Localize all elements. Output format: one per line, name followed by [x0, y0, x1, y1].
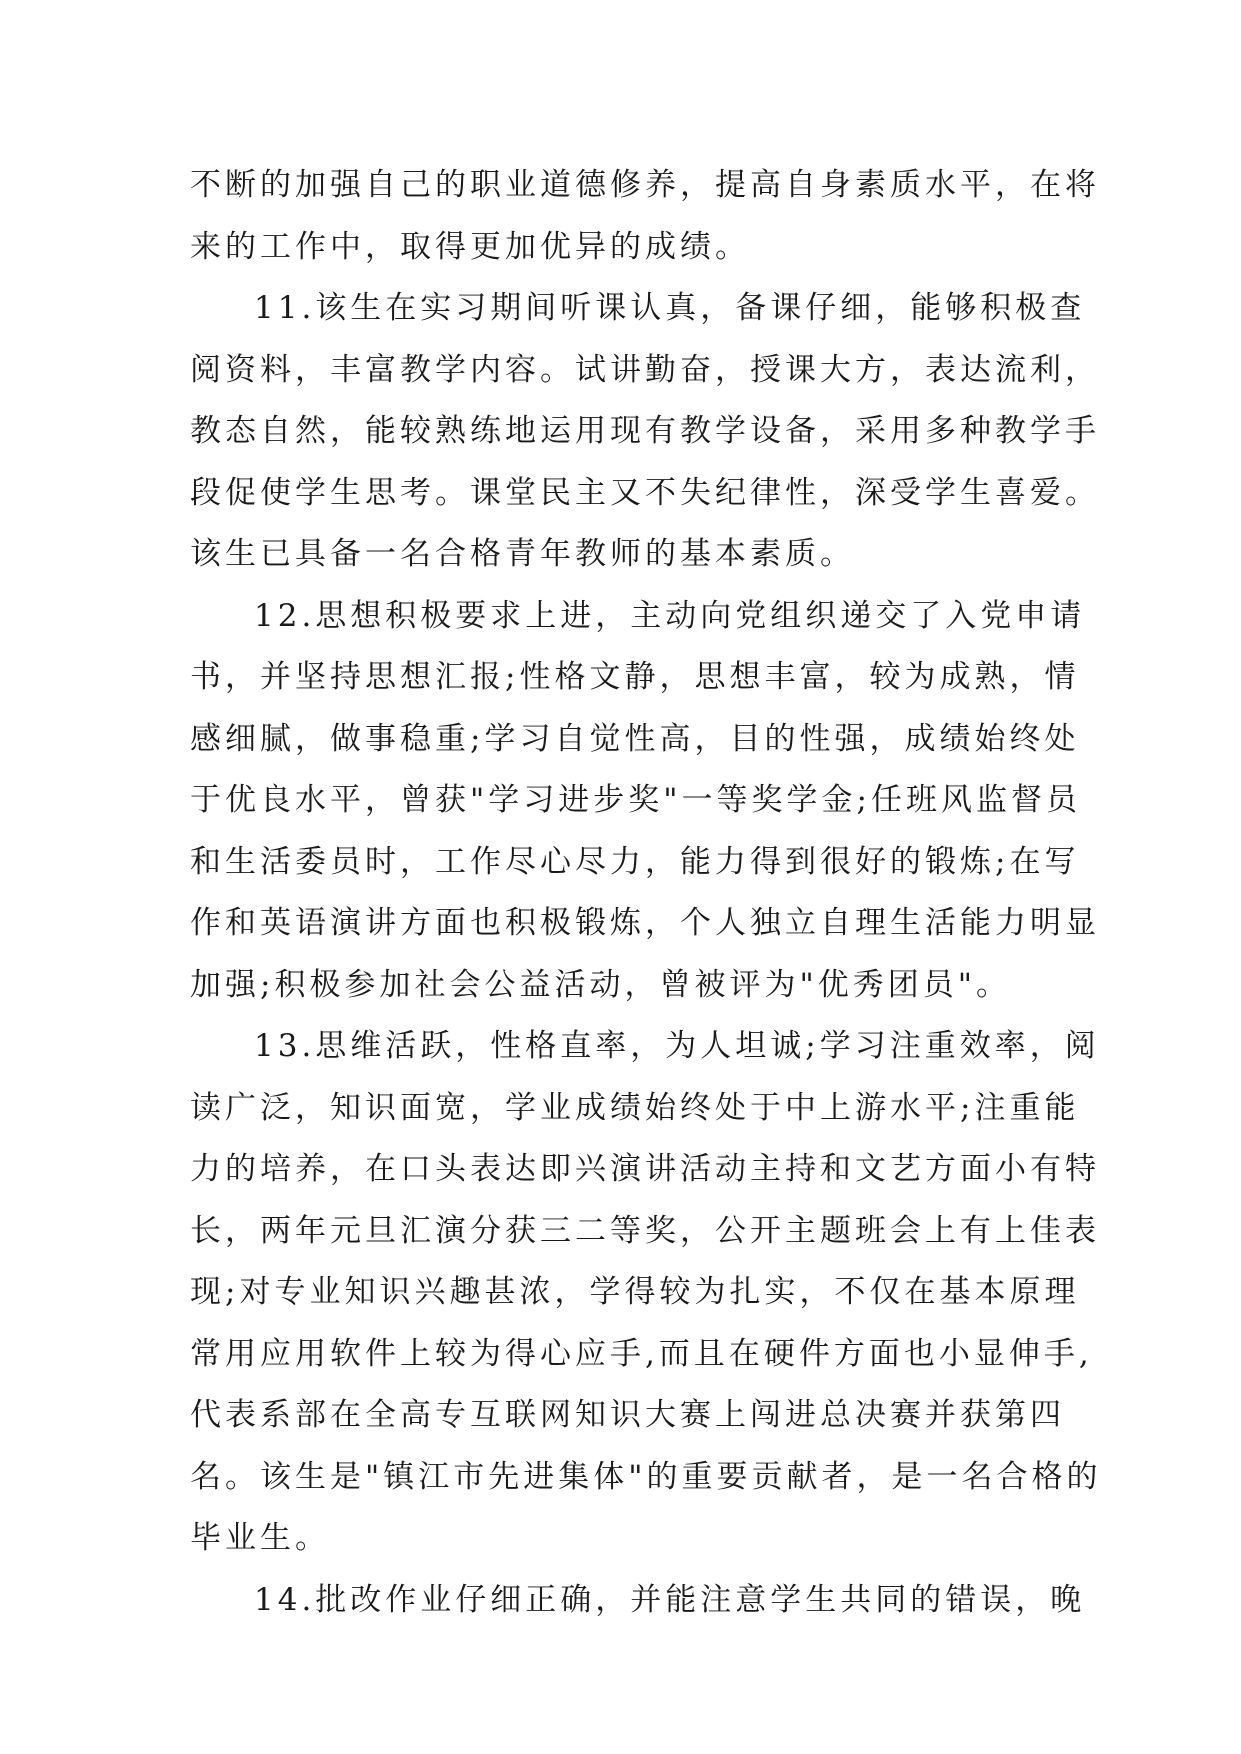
text-line: 该生已具备一名合格青年教师的基本素质。	[190, 536, 855, 572]
text-line: 来的工作中，取得更加优异的成绩。	[190, 228, 750, 265]
text-line: 加强;积极参加社会公益活动，曾被评为"优秀团员"。	[190, 966, 1011, 1003]
text-line: 读广泛，知识面宽，学业成绩始终处于中上游水平;注重能	[190, 1089, 1080, 1126]
text-line: 长，两年元旦汇演分获三二等奖，公开主题班会上有上佳表	[190, 1212, 1100, 1249]
paragraph-12-start: 12.思想积极要求上进，主动向党组织递交了入党申请	[254, 597, 1086, 634]
text-line: 感细腻，做事稳重;学习自觉性高，目的性强，成绩始终处	[190, 720, 1080, 757]
text-line: 代表系部在全高专互联网知识大赛上闯进总决赛并获第四	[190, 1397, 1065, 1433]
text-line: 和生活委员时，工作尽心尽力，能力得到很好的锻炼;在写	[190, 843, 1080, 880]
paragraph-13-start: 13.思维活跃，性格直率，为人坦诚;学习注重效率，阅	[254, 1028, 1100, 1064]
text-line: 书，并坚持思想汇报;性格文静，思想丰富，较为成熟，情	[190, 659, 1080, 695]
text-line: 现;对专业知识兴趣甚浓，学得较为扎实，不仅在基本原理	[190, 1274, 1080, 1310]
paragraph-11-start: 11.该生在实习期间听课认真，备课仔细，能够积极查	[254, 290, 1086, 326]
text-line: 毕业生。	[190, 1520, 330, 1556]
document-body	[190, 155, 1102, 1631]
text-line: 作和英语演讲方面也积极锻炼，个人独立自理生活能力明显	[190, 905, 1100, 941]
text-line: 不断的加强自己的职业道德修养，提高自身素质水平，在将	[190, 167, 1100, 203]
text-line: 力的培养，在口头表达即兴演讲活动主持和文艺方面小有特	[190, 1151, 1100, 1187]
text-line: 于优良水平，曾获"学习进步奖"一等奖学金;任班风监督员	[190, 782, 1081, 818]
text-line: 教态自然，能较熟练地运用现有教学设备，采用多种教学手	[190, 413, 1100, 449]
text-line: 段促使学生思考。课堂民主又不失纪律性，深受学生喜爱。	[190, 474, 1100, 511]
paragraph-14-start: 14.批改作业仔细正确，并能注意学生共同的错误，晚	[254, 1581, 1086, 1618]
text-line: 常用应用软件上较为得心应手,而且在硬件方面也小显伸手,	[190, 1335, 1093, 1372]
text-line: 阅资料，丰富教学内容。试讲勤奋，授课大方，表达流利，	[190, 351, 1100, 388]
text-line: 名。该生是"镇江市先进集体"的重要贡献者，是一名合格的	[190, 1458, 1102, 1495]
